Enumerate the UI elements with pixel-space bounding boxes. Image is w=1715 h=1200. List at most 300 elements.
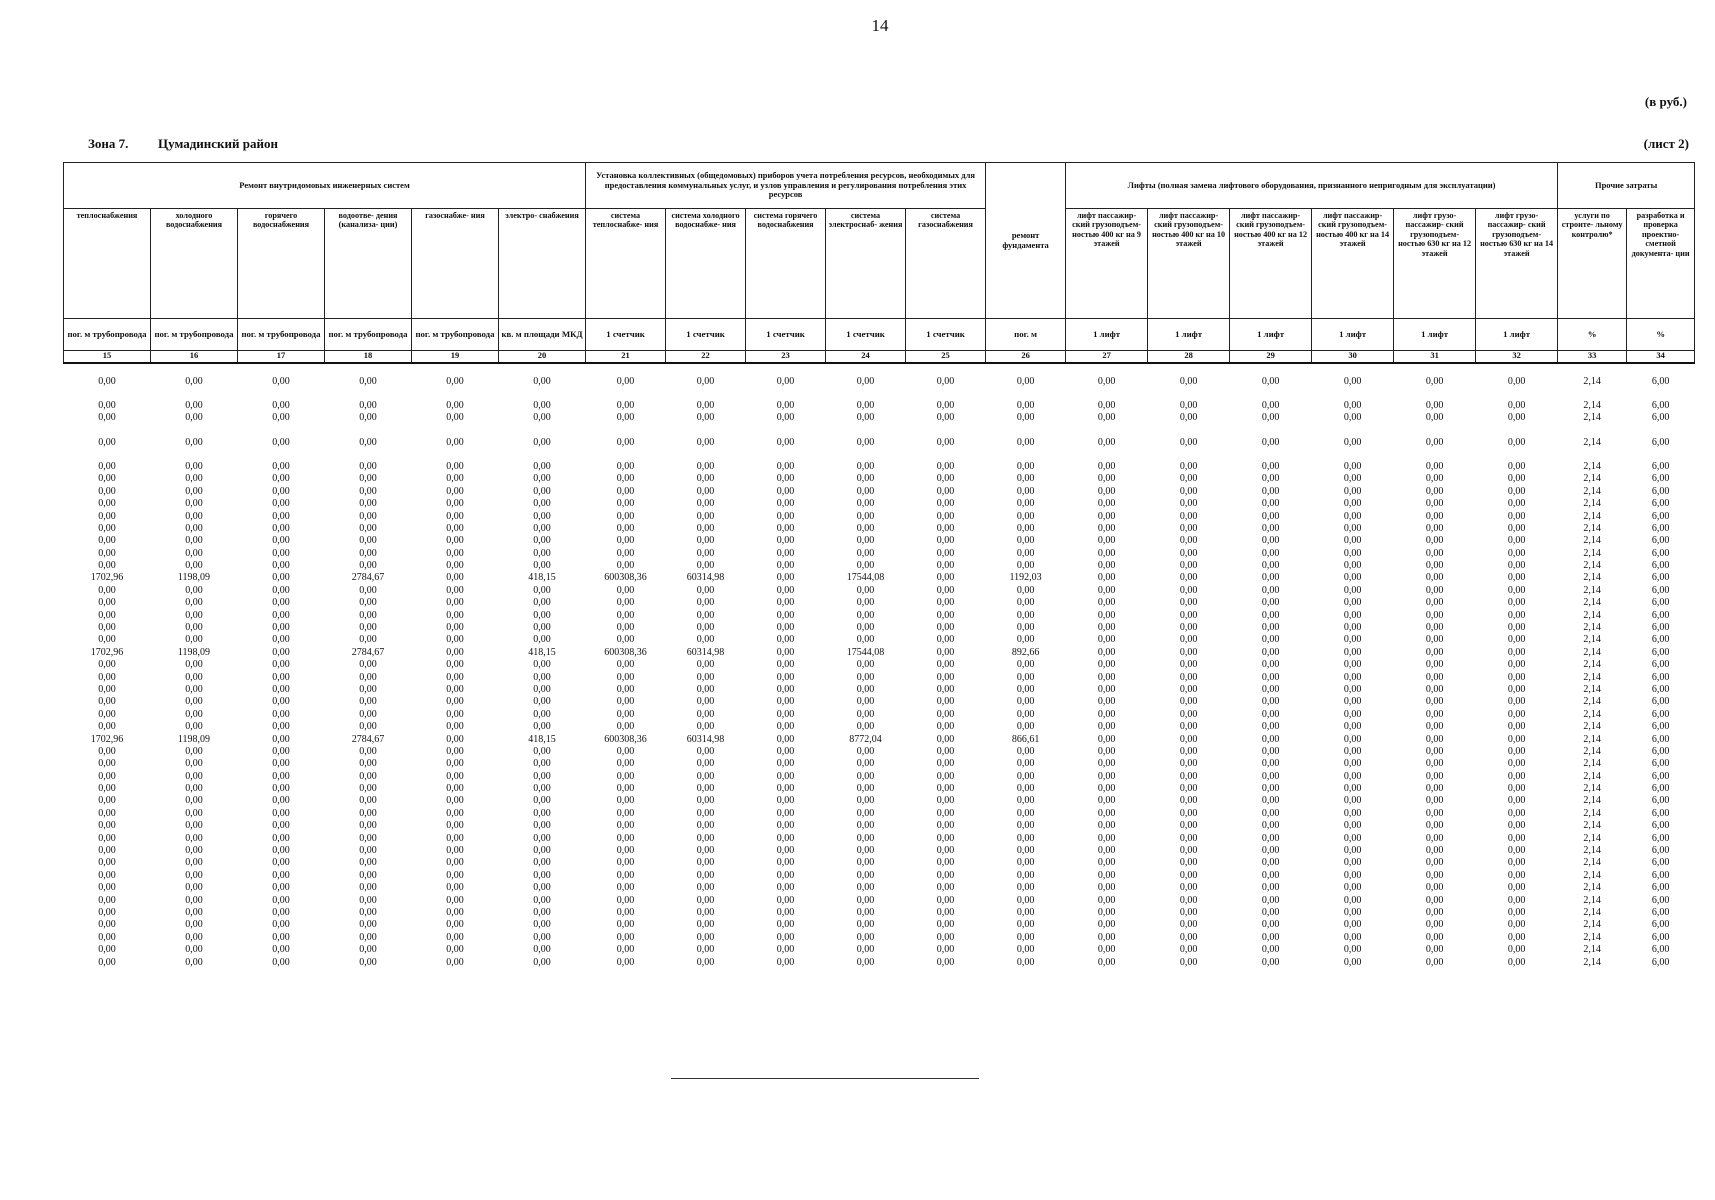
table-cell: 0,00 <box>1425 733 1444 745</box>
table-cell: 0,00 <box>533 745 551 757</box>
table-cell: 0,00 <box>98 696 116 708</box>
table-cell: 0,00 <box>1507 770 1526 782</box>
table-cell: 0,00 <box>1097 857 1116 869</box>
table-cell: 0,00 <box>1507 721 1526 733</box>
table-cell: 0,00 <box>359 807 377 819</box>
table-cell: 0,00 <box>936 745 955 757</box>
table-cell: 0,00 <box>1097 745 1116 757</box>
column-header: теплоснабжения <box>64 209 151 319</box>
table-cell: 0,00 <box>1179 931 1198 943</box>
table-cell: 0,00 <box>1179 907 1198 918</box>
table-cell: 2,14 <box>1583 485 1601 497</box>
table-cell: 0,00 <box>359 783 377 795</box>
table-cell: 0,00 <box>696 436 715 448</box>
table-row <box>64 894 1695 906</box>
table-cell: 1702,96 <box>90 646 124 658</box>
table-cell: 0,00 <box>616 671 635 683</box>
table-cell: 2,14 <box>1583 708 1601 720</box>
table-cell: 0,00 <box>696 857 715 869</box>
table-cell: 0,00 <box>98 956 116 968</box>
table-cell: 0,00 <box>1343 473 1362 485</box>
table-cell: 0,00 <box>533 522 551 534</box>
table-cell: 6,00 <box>1651 560 1670 572</box>
table-cell: 0,00 <box>272 931 290 943</box>
table-cell: 0,00 <box>1016 485 1035 497</box>
table-cell: 0,00 <box>616 498 635 510</box>
column-header: водоотве- дения (канализа- ции) <box>325 209 412 319</box>
table-cell: 0,00 <box>1425 535 1444 547</box>
table-row <box>64 795 1695 807</box>
table-cell: 0,00 <box>696 745 715 757</box>
table-cell: 0,00 <box>446 845 464 857</box>
table-cell: 0,00 <box>1261 461 1280 473</box>
table-row <box>64 919 1695 931</box>
table-cell: 0,00 <box>359 795 377 807</box>
column-number: 22 <box>666 351 746 363</box>
table-cell: 0,00 <box>446 807 464 819</box>
table-cell: 0,00 <box>1261 721 1280 733</box>
table-cell: 1192,03 <box>1009 572 1042 584</box>
table-cell: 0,00 <box>1343 745 1362 757</box>
table-cell: 0,00 <box>696 721 715 733</box>
table-cell: 0,00 <box>1097 622 1116 634</box>
table-cell: 0,00 <box>1261 944 1280 956</box>
table-cell: 0,00 <box>696 845 715 857</box>
table-cell: 0,00 <box>446 659 464 671</box>
table-cell: 2,14 <box>1583 919 1601 931</box>
table-cell: 0,00 <box>1507 375 1526 387</box>
table-cell: 0,00 <box>856 609 875 621</box>
table-cell: 0,00 <box>936 683 955 695</box>
table-cell: 0,00 <box>185 547 203 559</box>
table-cell: 0,00 <box>1016 535 1035 547</box>
table-cell: 0,00 <box>446 931 464 943</box>
table-cell: 2,14 <box>1583 907 1601 918</box>
column-header: электро- снабжения <box>499 209 586 319</box>
table-cell: 0,00 <box>359 770 377 782</box>
table-cell: 0,00 <box>856 671 875 683</box>
table-cell: 0,00 <box>1097 708 1116 720</box>
table-cell: 0,00 <box>936 609 955 621</box>
table-cell: 0,00 <box>98 560 116 572</box>
table-cell: 0,00 <box>272 683 290 695</box>
table-cell: 0,00 <box>98 622 116 634</box>
table-cell: 0,00 <box>1016 597 1035 609</box>
table-cell: 0,00 <box>1097 498 1116 510</box>
table-cell: 0,00 <box>856 584 875 596</box>
table-cell: 0,00 <box>272 696 290 708</box>
table-cell: 0,00 <box>1343 944 1362 956</box>
table-cell: 0,00 <box>616 522 635 534</box>
table-cell: 0,00 <box>1425 547 1444 559</box>
table-cell: 0,00 <box>98 411 116 423</box>
group-header: Прочие затраты <box>1558 163 1695 209</box>
table-cell: 0,00 <box>1425 882 1444 894</box>
table-cell: 0,00 <box>1261 683 1280 695</box>
table-cell: 0,00 <box>1179 609 1198 621</box>
table-cell: 0,00 <box>533 907 551 918</box>
table-cell: 0,00 <box>616 375 635 387</box>
table-cell: 0,00 <box>1016 832 1035 844</box>
table-cell: 0,00 <box>272 572 290 584</box>
table-cell: 0,00 <box>1097 547 1116 559</box>
table-cell: 0,00 <box>776 572 795 584</box>
table-cell: 2,14 <box>1583 597 1601 609</box>
table-cell: 0,00 <box>272 807 290 819</box>
table-cell: 0,00 <box>936 807 955 819</box>
table-cell: 0,00 <box>1179 473 1198 485</box>
table-cell: 0,00 <box>936 758 955 770</box>
table-cell: 0,00 <box>1016 783 1035 795</box>
table-cell: 0,00 <box>1016 807 1035 819</box>
column-unit: пог. м трубопровода <box>412 319 499 351</box>
table-cell: 0,00 <box>359 584 377 596</box>
table-cell: 0,00 <box>1343 510 1362 522</box>
table-row <box>64 770 1695 782</box>
table-cell: 0,00 <box>1097 659 1116 671</box>
table-cell: 0,00 <box>1261 646 1280 658</box>
table-cell: 0,00 <box>1179 535 1198 547</box>
table-cell: 0,00 <box>616 683 635 695</box>
table-row <box>64 684 1695 696</box>
table-cell: 0,00 <box>1507 646 1526 658</box>
table-cell: 0,00 <box>696 498 715 510</box>
table-cell: 0,00 <box>1097 572 1116 584</box>
column-number: 30 <box>1312 351 1394 363</box>
table-cell: 0,00 <box>185 857 203 869</box>
column-unit: 1 счетчик <box>826 319 906 351</box>
table-cell: 0,00 <box>1425 584 1444 596</box>
table-cell: 0,00 <box>185 473 203 485</box>
column-header: лифт грузо- пассажир- ский грузоподъем- ностью 630 кг на 14 этажей <box>1476 209 1558 319</box>
table-cell: 0,00 <box>1425 956 1444 968</box>
table-cell: 0,00 <box>616 745 635 757</box>
table-cell: 0,00 <box>1179 634 1198 646</box>
table-cell: 0,00 <box>936 659 955 671</box>
table-cell: 0,00 <box>533 770 551 782</box>
table-cell: 0,00 <box>1343 659 1362 671</box>
table-cell: 0,00 <box>616 721 635 733</box>
table-cell: 0,00 <box>533 498 551 510</box>
table-cell: 0,00 <box>1343 400 1362 411</box>
footer-rule <box>671 1078 979 1079</box>
table-cell: 0,00 <box>696 375 715 387</box>
table-cell: 0,00 <box>1261 832 1280 844</box>
table-cell: 0,00 <box>936 919 955 931</box>
table-cell: 0,00 <box>446 795 464 807</box>
table-cell: 0,00 <box>185 485 203 497</box>
table-cell: 0,00 <box>1261 411 1280 423</box>
table-row <box>64 696 1695 708</box>
table-cell: 0,00 <box>272 944 290 956</box>
table-cell: 2,14 <box>1583 535 1601 547</box>
table-cell: 0,00 <box>936 560 955 572</box>
column-unit: кв. м площади МКД <box>499 319 586 351</box>
table-cell: 0,00 <box>696 671 715 683</box>
table-cell: 0,00 <box>272 857 290 869</box>
table-cell: 0,00 <box>533 622 551 634</box>
table-cell: 0,00 <box>359 485 377 497</box>
table-cell: 0,00 <box>856 597 875 609</box>
table-cell: 0,00 <box>776 733 795 745</box>
table-cell: 0,00 <box>446 882 464 894</box>
table-cell: 0,00 <box>856 907 875 918</box>
table-cell: 0,00 <box>185 956 203 968</box>
table-cell: 0,00 <box>1261 510 1280 522</box>
column-header: газоснабже- ния <box>412 209 499 319</box>
table-cell: 0,00 <box>185 832 203 844</box>
table-cell: 0,00 <box>533 436 551 448</box>
table-cell: 0,00 <box>272 894 290 906</box>
table-cell: 0,00 <box>616 758 635 770</box>
table-cell: 0,00 <box>776 498 795 510</box>
table-cell: 0,00 <box>696 535 715 547</box>
table-cell: 0,00 <box>616 907 635 918</box>
table-cell: 0,00 <box>1097 783 1116 795</box>
table-cell: 0,00 <box>1261 807 1280 819</box>
table-cell: 0,00 <box>1097 733 1116 745</box>
table-cell: 1198,09 <box>177 733 211 745</box>
table-cell: 0,00 <box>1179 807 1198 819</box>
table-cell: 0,00 <box>1016 956 1035 968</box>
table-cell: 0,00 <box>1343 882 1362 894</box>
table-cell: 0,00 <box>1425 510 1444 522</box>
table-cell: 6,00 <box>1651 535 1670 547</box>
column-number: 16 <box>151 351 238 363</box>
table-cell: 0,00 <box>272 820 290 832</box>
table-cell: 0,00 <box>1179 944 1198 956</box>
table-cell: 0,00 <box>1097 485 1116 497</box>
table-cell: 0,00 <box>533 634 551 646</box>
table-cell: 0,00 <box>856 770 875 782</box>
table-cell: 0,00 <box>1097 931 1116 943</box>
table-cell: 0,00 <box>533 944 551 956</box>
table-cell: 6,00 <box>1651 869 1670 881</box>
table-row <box>64 412 1695 424</box>
table-cell: 0,00 <box>776 485 795 497</box>
table-cell: 0,00 <box>1261 745 1280 757</box>
table-cell: 0,00 <box>1425 770 1444 782</box>
table-cell: 0,00 <box>1179 584 1198 596</box>
table-cell: 0,00 <box>1016 671 1035 683</box>
table-cell: 0,00 <box>1261 795 1280 807</box>
table-cell: 0,00 <box>1507 820 1526 832</box>
table-cell: 0,00 <box>98 659 116 671</box>
table-cell: 0,00 <box>1179 745 1198 757</box>
table-cell: 6,00 <box>1651 375 1670 387</box>
table-cell: 0,00 <box>272 832 290 844</box>
table-cell: 0,00 <box>936 832 955 844</box>
table-cell: 6,00 <box>1651 473 1670 485</box>
table-cell: 0,00 <box>1343 622 1362 634</box>
table-cell: 0,00 <box>98 634 116 646</box>
table-cell: 0,00 <box>1261 597 1280 609</box>
table-cell: 0,00 <box>776 931 795 943</box>
table-cell: 0,00 <box>1261 547 1280 559</box>
column-header: лифт пассажир- ский грузоподъем- ностью 400 кг на 9 этажей <box>1066 209 1148 319</box>
units-note: (в руб.) <box>1644 94 1687 109</box>
table-cell: 0,00 <box>696 547 715 559</box>
table-cell: 2,14 <box>1583 795 1601 807</box>
table-cell: 0,00 <box>446 857 464 869</box>
table-cell: 0,00 <box>696 770 715 782</box>
table-cell: 6,00 <box>1651 547 1670 559</box>
column-number: 20 <box>499 351 586 363</box>
table-cell: 6,00 <box>1651 510 1670 522</box>
table-cell: 0,00 <box>1507 522 1526 534</box>
table-cell: 0,00 <box>1343 646 1362 658</box>
table-cell: 0,00 <box>272 956 290 968</box>
table-cell: 0,00 <box>616 560 635 572</box>
table-cell: 0,00 <box>1425 400 1444 411</box>
table-cell: 0,00 <box>359 560 377 572</box>
table-cell: 0,00 <box>936 733 955 745</box>
table-cell: 0,00 <box>776 597 795 609</box>
table-cell: 0,00 <box>446 597 464 609</box>
table-cell: 0,00 <box>776 646 795 658</box>
table-cell: 0,00 <box>1343 560 1362 572</box>
column-unit: 1 лифт <box>1066 319 1148 351</box>
table-cell: 0,00 <box>446 832 464 844</box>
table-cell: 2,14 <box>1583 857 1601 869</box>
table-cell: 0,00 <box>1507 845 1526 857</box>
table-cell: 0,00 <box>1343 535 1362 547</box>
table-cell: 6,00 <box>1651 498 1670 510</box>
table-cell: 0,00 <box>446 375 464 387</box>
table-cell: 0,00 <box>1097 510 1116 522</box>
table-cell: 0,00 <box>696 832 715 844</box>
table-cell: 0,00 <box>1016 795 1035 807</box>
table-cell: 0,00 <box>856 498 875 510</box>
table-cell: 0,00 <box>1425 597 1444 609</box>
table-cell: 0,00 <box>1507 919 1526 931</box>
table-cell: 6,00 <box>1651 522 1670 534</box>
table-cell: 2,14 <box>1583 634 1601 646</box>
table-cell: 0,00 <box>98 683 116 695</box>
column-header: холодного водоснабжения <box>151 209 238 319</box>
table-cell: 0,00 <box>856 721 875 733</box>
sheet-label: (лист 2) <box>1643 136 1689 151</box>
table-cell: 0,00 <box>1261 584 1280 596</box>
table-cell: 0,00 <box>185 696 203 708</box>
column-unit: 1 счетчик <box>906 319 986 351</box>
table-cell: 0,00 <box>533 485 551 497</box>
table-cell: 2,14 <box>1583 436 1601 448</box>
table-cell: 2,14 <box>1583 510 1601 522</box>
table-cell: 0,00 <box>776 622 795 634</box>
table-cell: 0,00 <box>936 485 955 497</box>
table-cell: 0,00 <box>98 770 116 782</box>
table-cell: 0,00 <box>1016 461 1035 473</box>
table-row <box>64 758 1695 770</box>
table-cell: 6,00 <box>1651 733 1670 745</box>
table-cell: 0,00 <box>1016 375 1035 387</box>
table-cell: 6,00 <box>1651 646 1670 658</box>
table-cell: 0,00 <box>446 919 464 931</box>
table-row <box>64 363 1695 388</box>
table-cell: 0,00 <box>98 894 116 906</box>
table-cell: 0,00 <box>1261 770 1280 782</box>
table-cell: 0,00 <box>1425 907 1444 918</box>
table-cell: 0,00 <box>1261 634 1280 646</box>
table-cell: 0,00 <box>272 795 290 807</box>
table-cell: 0,00 <box>1261 783 1280 795</box>
table-cell: 0,00 <box>1016 919 1035 931</box>
table-row <box>64 832 1695 844</box>
table-cell: 0,00 <box>1097 882 1116 894</box>
table-cell: 0,00 <box>359 869 377 881</box>
table-cell: 2,14 <box>1583 400 1601 411</box>
column-header: система холодного водоснабже- ния <box>666 209 746 319</box>
column-unit: пог. м трубопровода <box>151 319 238 351</box>
table-cell: 0,00 <box>1507 708 1526 720</box>
table-cell: 0,00 <box>98 671 116 683</box>
table-cell: 0,00 <box>1261 907 1280 918</box>
table-cell: 8772,04 <box>849 733 882 745</box>
table-cell: 6,00 <box>1651 659 1670 671</box>
column-unit: пог. м <box>986 319 1066 351</box>
table-cell: 0,00 <box>1179 758 1198 770</box>
table-cell: 2,14 <box>1583 869 1601 881</box>
table-cell: 0,00 <box>1179 547 1198 559</box>
table-cell: 0,00 <box>446 436 464 448</box>
table-cell: 0,00 <box>533 461 551 473</box>
table-cell: 0,00 <box>696 931 715 943</box>
table-cell: 0,00 <box>856 894 875 906</box>
column-header: система электроснаб- жения <box>826 209 906 319</box>
table-cell: 0,00 <box>1507 436 1526 448</box>
table-cell: 0,00 <box>1507 547 1526 559</box>
district-title: Цумадинский район <box>158 136 278 151</box>
table-cell: 0,00 <box>936 894 955 906</box>
table-cell: 0,00 <box>616 931 635 943</box>
table-cell: 0,00 <box>776 461 795 473</box>
table-cell: 418,15 <box>528 646 556 658</box>
table-cell: 0,00 <box>856 522 875 534</box>
table-cell: 0,00 <box>856 783 875 795</box>
table-cell: 0,00 <box>776 795 795 807</box>
table-cell: 0,00 <box>533 411 551 423</box>
table-cell: 6,00 <box>1651 845 1670 857</box>
table-cell: 2,14 <box>1583 622 1601 634</box>
table-cell: 0,00 <box>446 560 464 572</box>
zone-label: Зона 7. <box>88 136 129 151</box>
table-cell: 0,00 <box>1343 907 1362 918</box>
table-cell: 0,00 <box>272 547 290 559</box>
table-cell: 0,00 <box>1097 683 1116 695</box>
table-cell: 0,00 <box>1507 485 1526 497</box>
column-number: 32 <box>1476 351 1558 363</box>
table-cell: 2,14 <box>1583 882 1601 894</box>
table-cell: 0,00 <box>359 634 377 646</box>
table-cell: 0,00 <box>1179 894 1198 906</box>
table-cell: 2,14 <box>1583 783 1601 795</box>
table-cell: 0,00 <box>1179 436 1198 448</box>
table-cell: 0,00 <box>1261 659 1280 671</box>
table-cell: 6,00 <box>1651 584 1670 596</box>
table-cell: 0,00 <box>616 820 635 832</box>
table-row <box>64 944 1695 956</box>
table-cell: 0,00 <box>272 400 290 411</box>
table-cell: 6,00 <box>1651 485 1670 497</box>
table-cell: 0,00 <box>616 783 635 795</box>
table-cell: 0,00 <box>776 758 795 770</box>
table-cell: 0,00 <box>98 485 116 497</box>
table-cell: 0,00 <box>776 411 795 423</box>
table-row <box>64 882 1695 894</box>
table-cell: 0,00 <box>446 721 464 733</box>
table-cell: 2,14 <box>1583 411 1601 423</box>
